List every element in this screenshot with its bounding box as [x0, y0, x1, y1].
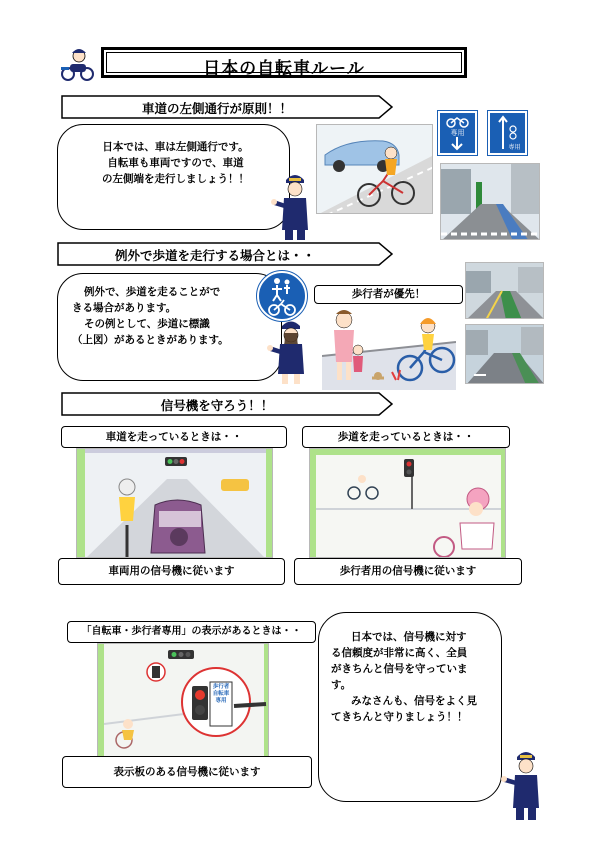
pedestrian-signal-label: 歩行者用の信号機に従います [294, 558, 522, 585]
sidewalk-pedestrian-cyclist-illustration [322, 306, 456, 390]
police-mascot-logo [56, 44, 96, 84]
pedestrian-bicycle-sign-icon [256, 270, 308, 322]
signal-plate-text: 歩行者 自転車 専用 [212, 684, 230, 704]
roadway-signal-illustration [76, 448, 273, 558]
section-header-left-side-rule: 車道の左側通行が原則！！ [61, 95, 393, 119]
bicycle-lane-sign-left: 専用 [438, 111, 477, 155]
bike-lane-street-photo [440, 163, 540, 240]
speech-bubble-left-side-rule: 日本では、車は左側通行です。 自転車も車両ですので、車道 の左側端を走行しましょう！！ [57, 124, 290, 230]
section-header-obey-signals: 信号機を守ろう！！ [61, 392, 393, 416]
police-officer-illustration-3 [500, 748, 552, 822]
bicycle-lane-sign-right: 専用 [488, 111, 527, 155]
police-officer-illustration-2 [266, 318, 316, 386]
roadway-case-label: 車道を走っているときは・・ [61, 426, 287, 448]
cyclist-on-road-illustration [316, 124, 433, 214]
page-title: 日本の自転車ルール [203, 59, 365, 79]
vehicle-signal-label: 車両用の信号機に従います [58, 558, 285, 585]
speech-bubble-signal-trust: 日本では、信号機に対す る信頼度が非常に高く、全員 がきちんと信号を守っていま す。 みなさんも、信号をよく見 てきちんと守りましょう！！ [318, 612, 502, 802]
sidewalk-street-photo-2 [465, 324, 544, 384]
police-officer-illustration [270, 170, 320, 242]
pedestrian-priority-label: 歩行者が優先！ [314, 285, 463, 304]
sidewalk-street-photo-1 [465, 262, 544, 319]
sidewalk-case-label: 歩道を走っているときは・・ [302, 426, 510, 448]
bike-pedestrian-only-case-label: 「自転車・歩行者専用」の表示があるときは・・ [67, 621, 316, 643]
speech-bubble-sidewalk-exception: 例外で、歩道を走ることがで きる場合があります。 その例として、歩道に標識 （上図）があるときがあります。 [57, 273, 282, 381]
section-header-sidewalk-exception: 例外で歩道を走行する場合とは・・ [57, 242, 393, 266]
signal-with-plate-label: 表示板のある信号機に従います [62, 756, 312, 788]
signal-with-plate-illustration [97, 643, 269, 758]
sidewalk-signal-illustration [309, 448, 506, 558]
page-title-frame [101, 47, 467, 78]
